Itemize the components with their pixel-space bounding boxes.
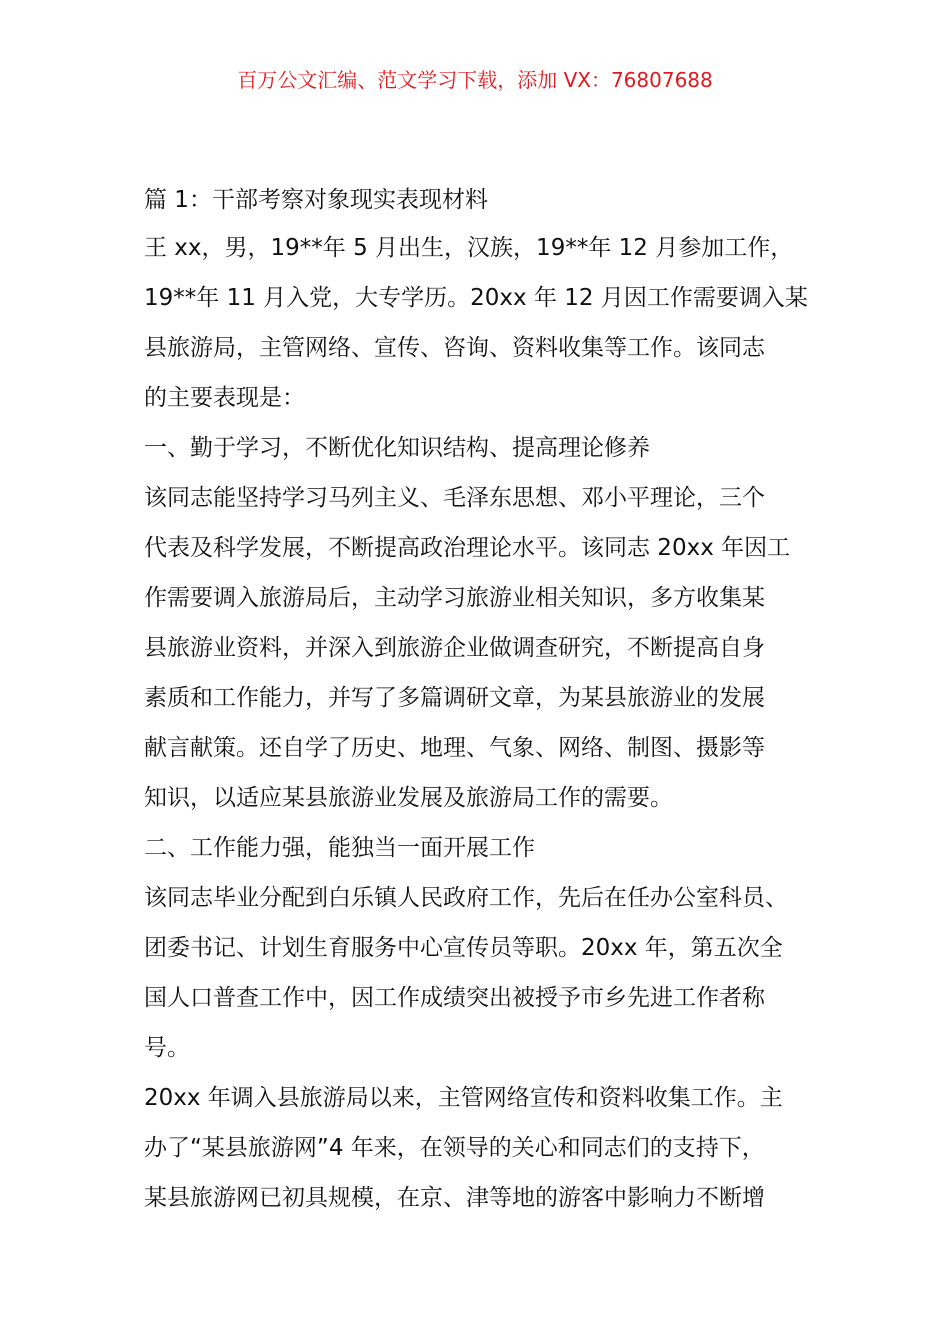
paragraph-line: 素质和工作能力，并写了多篇调研文章，为某县旅游业的发展 <box>144 685 765 711</box>
paragraph-line: 县旅游局，主管网络、宣传、咨询、资料收集等工作。该同志 <box>144 335 765 361</box>
paragraph-line: 县旅游业资料，并深入到旅游企业做调查研究，不断提高自身 <box>144 635 765 661</box>
paragraph-line: 团委书记、计划生育服务中心宣传员等职。20xx 年，第五次全 <box>144 935 783 961</box>
paragraph-line: 的主要表现是： <box>144 385 305 411</box>
paragraph-line: 19**年 11 月入党，大专学历。20xx 年 12 月因工作需要调入某 <box>144 285 808 311</box>
paragraph-line: 20xx 年调入县旅游局以来，主管网络宣传和资料收集工作。主 <box>144 1085 783 1111</box>
document-body <box>144 180 834 1228</box>
paragraph-line: 代表及科学发展，不断提高政治理论水平。该同志 20xx 年因工 <box>144 535 791 561</box>
paragraph-line: 国人口普查工作中，因工作成绩突出被授予市乡先进工作者称 <box>144 985 765 1011</box>
paragraph-line: 献言献策。还自学了历史、地理、气象、网络、制图、摄影等 <box>144 735 765 761</box>
document-title: 篇 1：干部考察对象现实表现材料 <box>144 187 488 213</box>
paragraph-line: 号。 <box>144 1035 190 1061</box>
paragraph-line: 王 xx，男，19**年 5 月出生，汉族，19**年 12 月参加工作， <box>144 235 794 261</box>
paragraph-line: 作需要调入旅游局后，主动学习旅游业相关知识，多方收集某 <box>144 585 765 611</box>
paragraph-line: 某县旅游网已初具规模，在京、津等地的游客中影响力不断增 <box>144 1185 765 1211</box>
section-heading: 一、勤于学习，不断优化知识结构、提高理论修养 <box>144 435 650 461</box>
paragraph-line: 该同志能坚持学习马列主义、毛泽东思想、邓小平理论，三个 <box>144 485 765 511</box>
paragraph-line: 知识，以适应某县旅游业发展及旅游局工作的需要。 <box>144 785 673 811</box>
paragraph-line: 办了“某县旅游网”4 年来，在领导的关心和同志们的支持下， <box>144 1135 765 1161</box>
paragraph-line: 该同志毕业分配到白乐镇人民政府工作，先后在任办公室科员、 <box>144 885 788 911</box>
section-heading: 二、工作能力强，能独当一面开展工作 <box>144 835 535 861</box>
header-banner: 百万公文汇编、范文学习下载，添加 VX：76807688 <box>237 68 713 92</box>
